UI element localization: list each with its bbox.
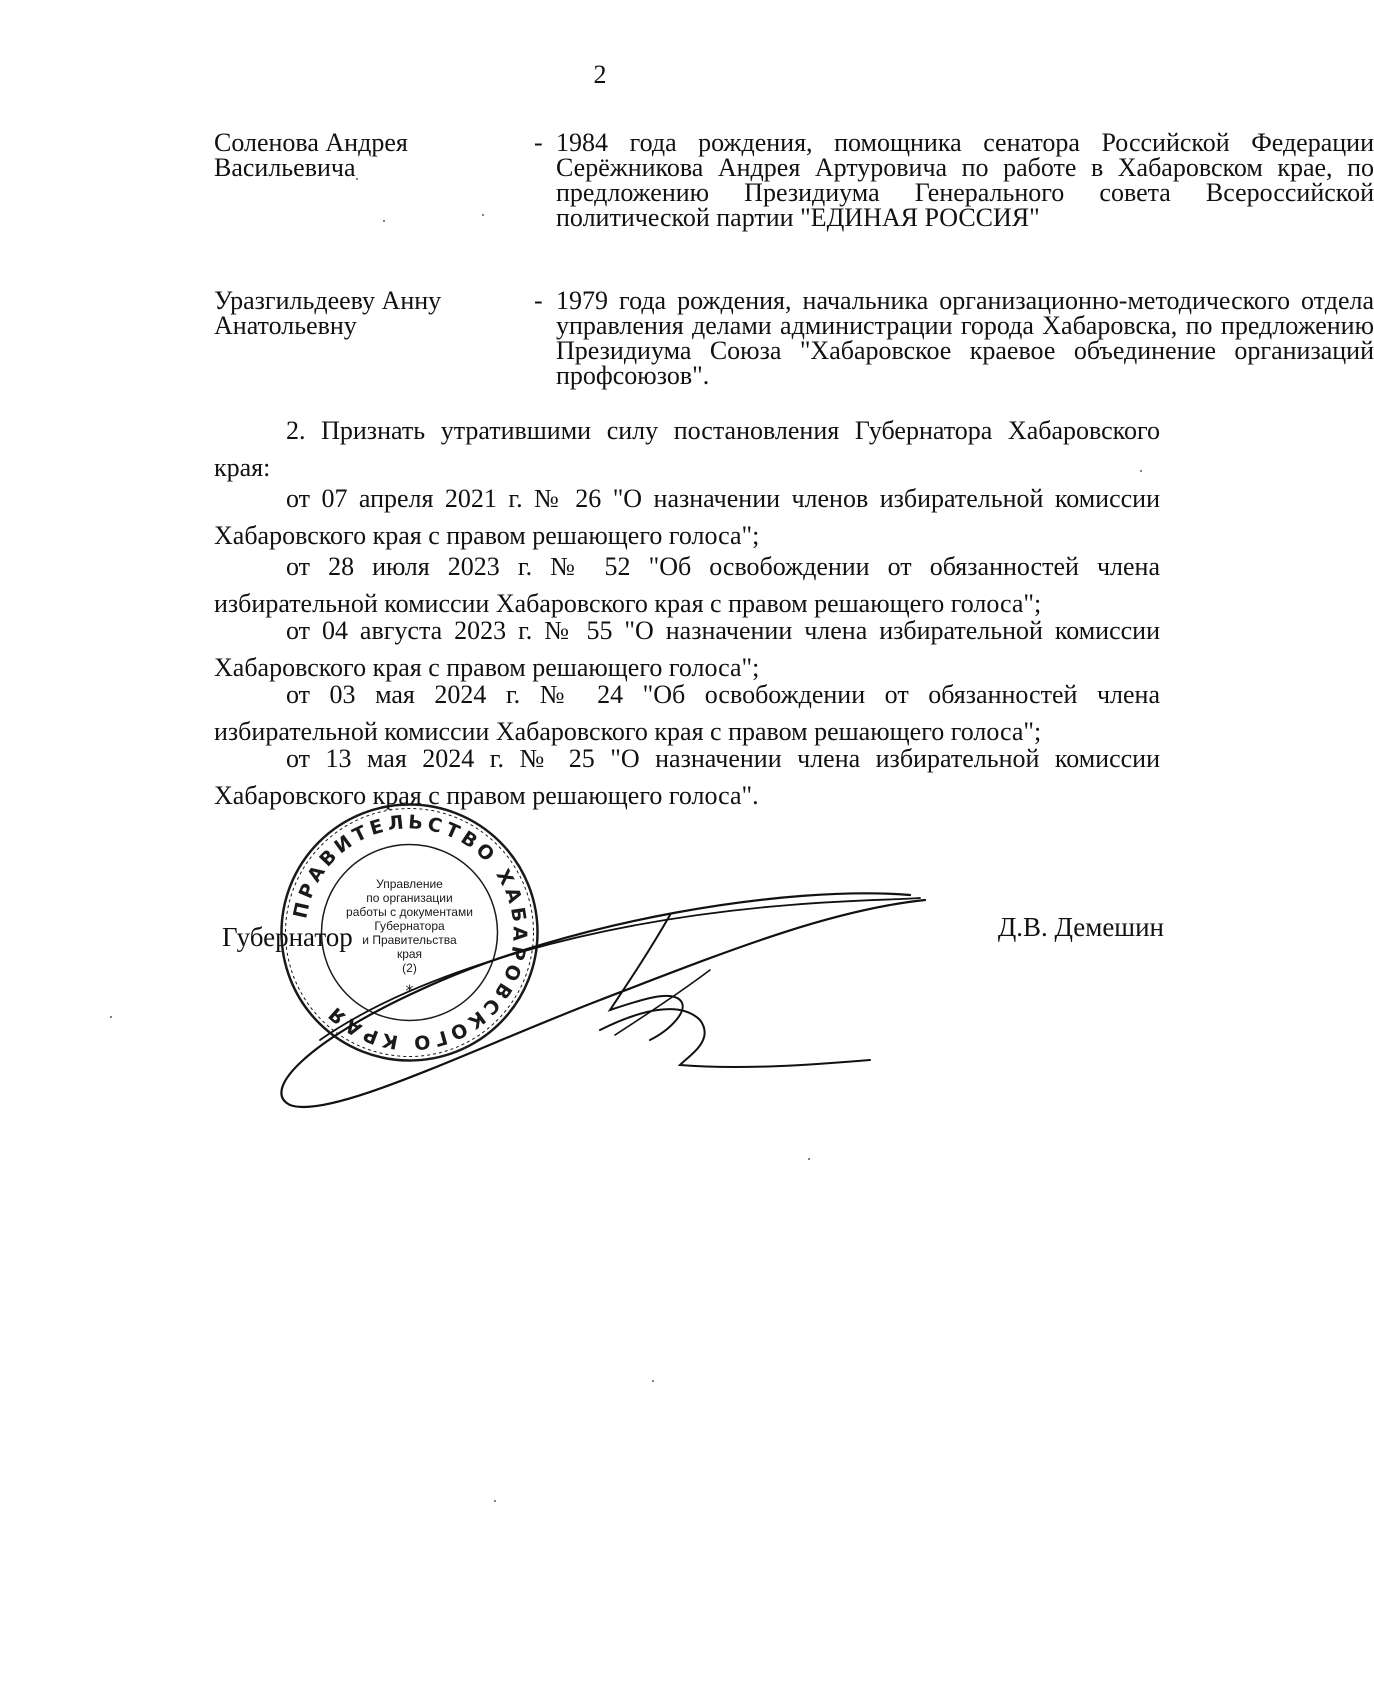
- appointee-dash: -: [534, 128, 543, 157]
- repealed-decree: от 13 мая 2024 г. № 25 "О назначении члена избирательной комиссии Хабаровского края с правом решающего голоса".: [214, 744, 1160, 810]
- appointee-dash: -: [534, 286, 543, 315]
- repealed-decree: от 04 августа 2023 г. № 55 "О назначении члена избирательной комиссии Хабаровского края с правом решающего голоса";: [214, 616, 1160, 682]
- appointee-description: 1979 года рождения, начальника организационно-методического отдела управления делами администрации города Хабаровска, по предложению Президиума Союза "Хабаровское краевое объединение организаций профсоюзов".: [556, 286, 1374, 390]
- stamp-line: и Правительства: [362, 933, 457, 947]
- stamp-line: (2): [402, 961, 417, 975]
- appointee-description: 1984 года рождения, помощника сенатора Российской Федерации Серёжникова Андрея Артуровича по работе в Хабаровском крае, по предложению Президиума Генерального совета Всероссийской политической партии "ЕДИНАЯ РОССИЯ": [556, 128, 1374, 232]
- repeal-clause: 2. Признать утратившими силу постановления Губернатора Хабаровского края:: [214, 416, 1160, 482]
- signatory-name: Д.В. Демешин: [997, 912, 1164, 942]
- repealed-decree: от 28 июля 2023 г. № 52 "Об освобождении от обязанностей члена избирательной комиссии Хабаровского края с правом решающего голоса";: [214, 552, 1160, 618]
- svg-text:ПРАВИТЕЛЬСТВО ХАБАРОВСКОГО КРА: ПРАВИТЕЛЬСТВО ХАБАРОВСКОГО КРАЯ: [289, 811, 531, 1054]
- stamp-line: по организации: [366, 891, 453, 905]
- repealed-decree: от 07 апреля 2021 г. № 26 "О назначении членов избирательной комиссии Хабаровского края с правом решающего голоса";: [214, 484, 1160, 550]
- handwritten-signature: [270, 860, 1030, 1110]
- svg-text:*: *: [405, 981, 414, 1000]
- stamp-line: Управление: [376, 877, 443, 891]
- appointee-name: Уразгильдееву Анну Анатольевну: [214, 286, 442, 340]
- stamp-line: Губернатора: [374, 919, 445, 933]
- appointee-name: Соленова Андрея Васильевича: [214, 128, 408, 182]
- stamp-line: работы с документами: [346, 905, 473, 919]
- stamp-line: края: [396, 947, 423, 961]
- page-number: 2: [593, 60, 607, 89]
- repealed-decree: от 03 мая 2024 г. № 24 "Об освобождении от обязанностей члена избирательной комиссии Хабаровского края с правом решающего голоса";: [214, 680, 1160, 746]
- signatory-title: Губернатор: [222, 922, 353, 952]
